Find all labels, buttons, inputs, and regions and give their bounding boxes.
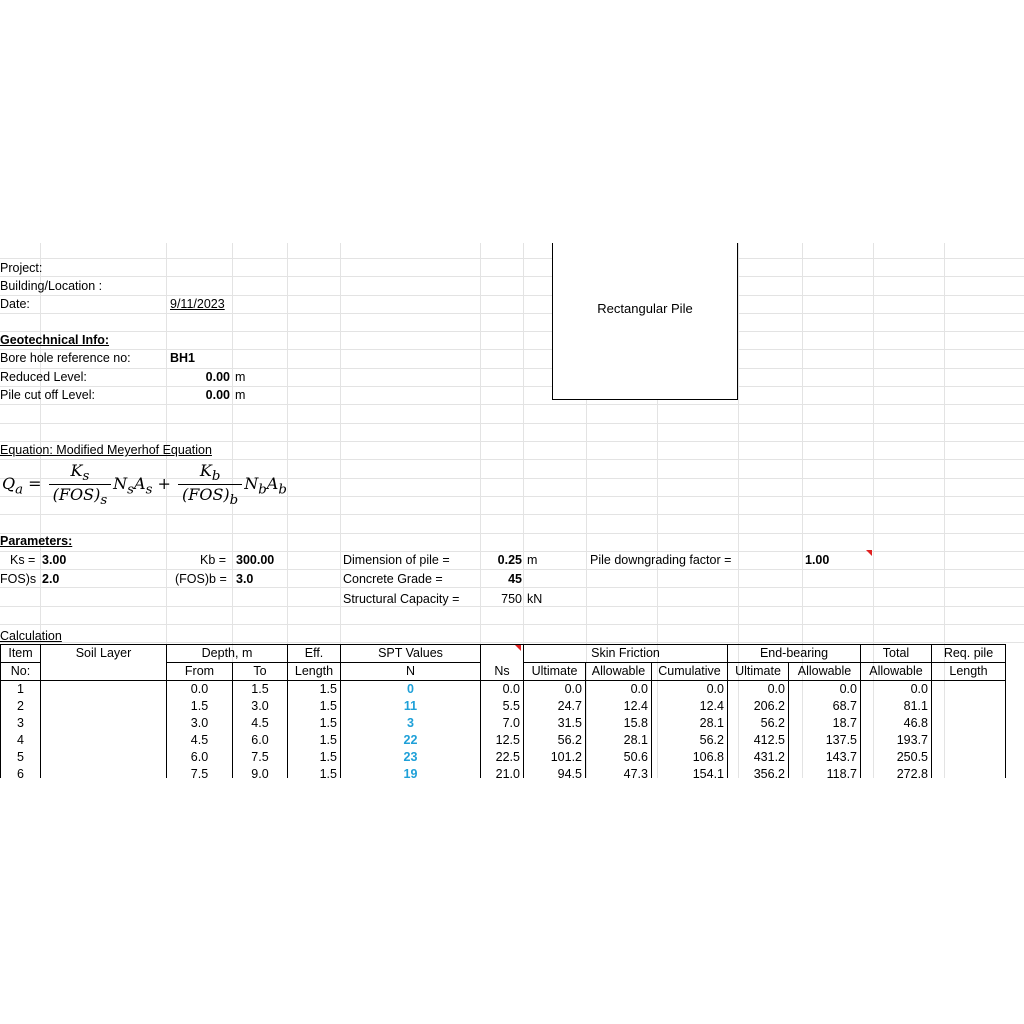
structural-capacity-value[interactable]: 750 xyxy=(501,592,522,606)
cell-to[interactable]: 9.0 xyxy=(233,766,288,778)
cell-eb-ultimate[interactable]: 56.2 xyxy=(728,715,789,732)
cell-spt-n[interactable]: 3 xyxy=(341,715,481,732)
rl-unit: m xyxy=(235,370,246,384)
cell-item[interactable]: 6 xyxy=(1,766,41,778)
cell-eb-ultimate[interactable]: 206.2 xyxy=(728,698,789,715)
downgrade-label: Pile downgrading factor = xyxy=(590,553,732,567)
cell-eb-allowable[interactable]: 0.0 xyxy=(789,681,861,699)
col-skin-friction: Skin Friction xyxy=(524,645,728,663)
col-eff-length: Length xyxy=(288,663,341,681)
col-spt-n: N xyxy=(341,663,481,681)
col-req-length: Length xyxy=(932,663,1006,681)
cell-eb-ultimate[interactable]: 356.2 xyxy=(728,766,789,778)
cell-eff-length[interactable]: 1.5 xyxy=(288,681,341,699)
cell-req-length[interactable] xyxy=(932,681,1006,699)
cell-sf-allowable[interactable]: 47.3 xyxy=(586,766,652,778)
col-sf-cumulative: Cumulative xyxy=(652,663,728,681)
cell-req-length[interactable] xyxy=(932,715,1006,732)
col-sf-ultimate: Ultimate xyxy=(524,663,586,681)
meyerhof-equation-image: $Q_a$ = $\frac{K_s}{(FOS)_s}$ $N_sA_s$ + $\frac{K_b}{(FOS)_b}$ $N_bA_b$ xyxy=(2,461,287,509)
col-total-allowable: Allowable xyxy=(861,663,932,681)
cell-to[interactable]: 7.5 xyxy=(233,749,288,766)
pile-drawing-box[interactable] xyxy=(552,243,738,400)
col-sf-allowable: Allowable xyxy=(586,663,652,681)
cell-to[interactable]: 6.0 xyxy=(233,732,288,749)
cell-sf-ultimate[interactable]: 24.7 xyxy=(524,698,586,715)
gridline-horizontal xyxy=(0,349,1024,350)
cell-eb-ultimate[interactable]: 0.0 xyxy=(728,681,789,699)
gridline-horizontal xyxy=(0,642,1024,643)
cell-sf-cumulative[interactable]: 154.1 xyxy=(652,766,728,778)
fos-s-label: FOS)s xyxy=(0,572,37,586)
col-depth: Depth, m xyxy=(167,645,288,663)
cell-eb-allowable[interactable]: 68.7 xyxy=(789,698,861,715)
cell-sf-allowable[interactable]: 15.8 xyxy=(586,715,652,732)
gridline-horizontal xyxy=(0,295,1024,296)
cell-ns[interactable]: 0.0 xyxy=(481,681,524,699)
cell-sf-allowable[interactable]: 50.6 xyxy=(586,749,652,766)
col-item: Item xyxy=(1,645,41,663)
cell-sf-cumulative[interactable]: 56.2 xyxy=(652,732,728,749)
cell-from[interactable]: 6.0 xyxy=(167,749,233,766)
cell-eff-length[interactable]: 1.5 xyxy=(288,732,341,749)
cell-req-length[interactable] xyxy=(932,749,1006,766)
cell-item[interactable]: 2 xyxy=(1,698,41,715)
cell-from[interactable]: 0.0 xyxy=(167,681,233,699)
cell-eb-allowable[interactable]: 143.7 xyxy=(789,749,861,766)
gridline-horizontal xyxy=(0,276,1024,277)
table-subheader-row xyxy=(1,663,1006,681)
cell-spt-n[interactable]: 11 xyxy=(341,698,481,715)
cell-sf-ultimate[interactable]: 94.5 xyxy=(524,766,586,778)
structural-capacity-unit: kN xyxy=(527,592,543,606)
calculation-heading: Calculation xyxy=(0,629,62,643)
cell-from[interactable]: 7.5 xyxy=(167,766,233,778)
bore-value[interactable]: BH1 xyxy=(170,351,196,365)
dimension-value[interactable]: 0.25 xyxy=(497,553,522,567)
col-ns: Ns xyxy=(481,663,524,681)
gridline-horizontal xyxy=(0,514,1024,515)
cell-to[interactable]: 1.5 xyxy=(233,681,288,699)
cell-sf-ultimate[interactable]: 56.2 xyxy=(524,732,586,749)
col-ns-top xyxy=(481,645,524,663)
cell-item[interactable]: 4 xyxy=(1,732,41,749)
rl-value[interactable]: 0.00 xyxy=(205,370,230,384)
concrete-grade-value[interactable]: 45 xyxy=(508,572,522,586)
cell-to[interactable]: 3.0 xyxy=(233,698,288,715)
cell-ns[interactable]: 22.5 xyxy=(481,749,524,766)
gridline-horizontal xyxy=(0,386,1024,387)
cell-req-length[interactable] xyxy=(932,732,1006,749)
parameters-heading: Parameters: xyxy=(0,534,73,548)
cell-ns[interactable]: 7.0 xyxy=(481,715,524,732)
downgrade-value[interactable]: 1.00 xyxy=(805,553,830,567)
table-row xyxy=(1,732,1006,749)
cell-sf-allowable[interactable]: 0.0 xyxy=(586,681,652,699)
cell-to[interactable]: 4.5 xyxy=(233,715,288,732)
structural-capacity-label: Structural Capacity = xyxy=(343,592,460,606)
concrete-grade-label: Concrete Grade = xyxy=(343,572,443,586)
col-from: From xyxy=(167,663,233,681)
fos-s-value[interactable]: 2.0 xyxy=(42,572,60,586)
cell-sf-cumulative[interactable]: 28.1 xyxy=(652,715,728,732)
cell-total[interactable]: 0.0 xyxy=(861,681,932,699)
table-header-row xyxy=(1,645,1006,663)
cell-sf-cumulative[interactable]: 106.8 xyxy=(652,749,728,766)
ks-label: Ks = xyxy=(10,553,36,567)
cell-sf-allowable[interactable]: 12.4 xyxy=(586,698,652,715)
table-row xyxy=(1,698,1006,715)
cutoff-value[interactable]: 0.00 xyxy=(205,388,230,402)
gridline-horizontal xyxy=(0,331,1024,332)
cell-eb-ultimate[interactable]: 431.2 xyxy=(728,749,789,766)
drawing-title: Rectangular Pile xyxy=(597,301,693,316)
cell-soil-layer[interactable] xyxy=(41,681,167,699)
cell-sf-cumulative[interactable]: 12.4 xyxy=(652,698,728,715)
dimension-label: Dimension of pile = xyxy=(343,553,450,567)
cell-soil-layer[interactable] xyxy=(41,732,167,749)
rl-label: Reduced Level: xyxy=(0,370,87,384)
cell-total[interactable]: 250.5 xyxy=(861,749,932,766)
gridline-horizontal xyxy=(0,258,1024,259)
cell-ns[interactable]: 5.5 xyxy=(481,698,524,715)
cell-from[interactable]: 3.0 xyxy=(167,715,233,732)
col-eff: Eff. xyxy=(288,645,341,663)
kb-value[interactable]: 300.00 xyxy=(236,553,275,567)
bore-label: Bore hole reference no: xyxy=(0,351,131,365)
cell-eb-allowable[interactable]: 118.7 xyxy=(789,766,861,778)
col-total: Total xyxy=(861,645,932,663)
cell-eff-length[interactable]: 1.5 xyxy=(288,715,341,732)
cell-req-length[interactable] xyxy=(932,766,1006,778)
cell-item[interactable]: 5 xyxy=(1,749,41,766)
cell-req-length[interactable] xyxy=(932,698,1006,715)
col-spt: SPT Values xyxy=(341,645,481,663)
calculation-table xyxy=(0,644,1006,778)
col-soil-layer: Soil Layer xyxy=(41,645,167,663)
dimension-unit: m xyxy=(527,553,538,567)
cell-spt-n[interactable]: 0 xyxy=(341,681,481,699)
gridline-horizontal xyxy=(0,404,1024,405)
cell-ns[interactable]: 12.5 xyxy=(481,732,524,749)
date-value[interactable]: 9/11/2023 xyxy=(170,297,225,311)
cell-ns[interactable]: 21.0 xyxy=(481,766,524,778)
comment-indicator[interactable] xyxy=(866,550,872,556)
col-end-bearing: End-bearing xyxy=(728,645,861,663)
cell-eb-allowable[interactable]: 137.5 xyxy=(789,732,861,749)
ks-value[interactable]: 3.00 xyxy=(42,553,67,567)
cell-sf-ultimate[interactable]: 0.0 xyxy=(524,681,586,699)
cell-spt-n[interactable]: 19 xyxy=(341,766,481,778)
cell-total[interactable]: 46.8 xyxy=(861,715,932,732)
cell-total[interactable]: 272.8 xyxy=(861,766,932,778)
gridline-horizontal xyxy=(0,624,1024,625)
spreadsheet-area xyxy=(0,243,1024,778)
cell-soil-layer[interactable] xyxy=(41,715,167,732)
col-eb-allowable: Allowable xyxy=(789,663,861,681)
cutoff-label: Pile cut off Level: xyxy=(0,388,95,402)
cell-soil-layer[interactable] xyxy=(41,766,167,778)
building-label: Building/Location : xyxy=(0,279,103,293)
cell-spt-n[interactable]: 23 xyxy=(341,749,481,766)
equation-title: Equation: Modified Meyerhof Equation xyxy=(0,443,212,457)
date-label: Date: xyxy=(0,297,30,311)
comment-indicator[interactable] xyxy=(515,645,521,651)
cell-sf-ultimate[interactable]: 31.5 xyxy=(524,715,586,732)
cell-soil-layer[interactable] xyxy=(41,698,167,715)
gridline-horizontal xyxy=(0,459,1024,460)
cell-eff-length[interactable]: 1.5 xyxy=(288,766,341,778)
cell-spt-n[interactable]: 22 xyxy=(341,732,481,749)
fos-b-label: (FOS)b = xyxy=(175,572,227,586)
cell-sf-ultimate[interactable]: 101.2 xyxy=(524,749,586,766)
table-row xyxy=(1,715,1006,732)
cell-from[interactable]: 4.5 xyxy=(167,732,233,749)
col-eb-ultimate: Ultimate xyxy=(728,663,789,681)
gridline-horizontal xyxy=(0,423,1024,424)
gridline-horizontal xyxy=(0,533,1024,534)
cell-total[interactable]: 193.7 xyxy=(861,732,932,749)
table-row xyxy=(1,766,1006,778)
cell-eff-length[interactable]: 1.5 xyxy=(288,749,341,766)
col-to: To xyxy=(233,663,288,681)
table-row xyxy=(1,749,1006,766)
cell-soil-layer[interactable] xyxy=(41,749,167,766)
kb-label: Kb = xyxy=(200,553,227,567)
cell-total[interactable]: 81.1 xyxy=(861,698,932,715)
gridline-horizontal xyxy=(0,313,1024,314)
fos-b-value[interactable]: 3.0 xyxy=(236,572,254,586)
geotech-heading: Geotechnical Info: xyxy=(0,333,110,347)
cutoff-unit: m xyxy=(235,388,246,402)
cell-item[interactable]: 1 xyxy=(1,681,41,699)
col-item-no: No: xyxy=(1,663,41,681)
table-row xyxy=(1,681,1006,699)
col-req-pile: Req. pile xyxy=(932,645,1006,663)
cell-item[interactable]: 3 xyxy=(1,715,41,732)
cell-eb-allowable[interactable]: 18.7 xyxy=(789,715,861,732)
cell-sf-cumulative[interactable]: 0.0 xyxy=(652,681,728,699)
cell-sf-allowable[interactable]: 28.1 xyxy=(586,732,652,749)
project-label: Project: xyxy=(0,261,43,275)
gridline-horizontal xyxy=(0,368,1024,369)
cell-from[interactable]: 1.5 xyxy=(167,698,233,715)
col-soil-layer-sub xyxy=(41,663,167,681)
cell-eff-length[interactable]: 1.5 xyxy=(288,698,341,715)
cell-eb-ultimate[interactable]: 412.5 xyxy=(728,732,789,749)
